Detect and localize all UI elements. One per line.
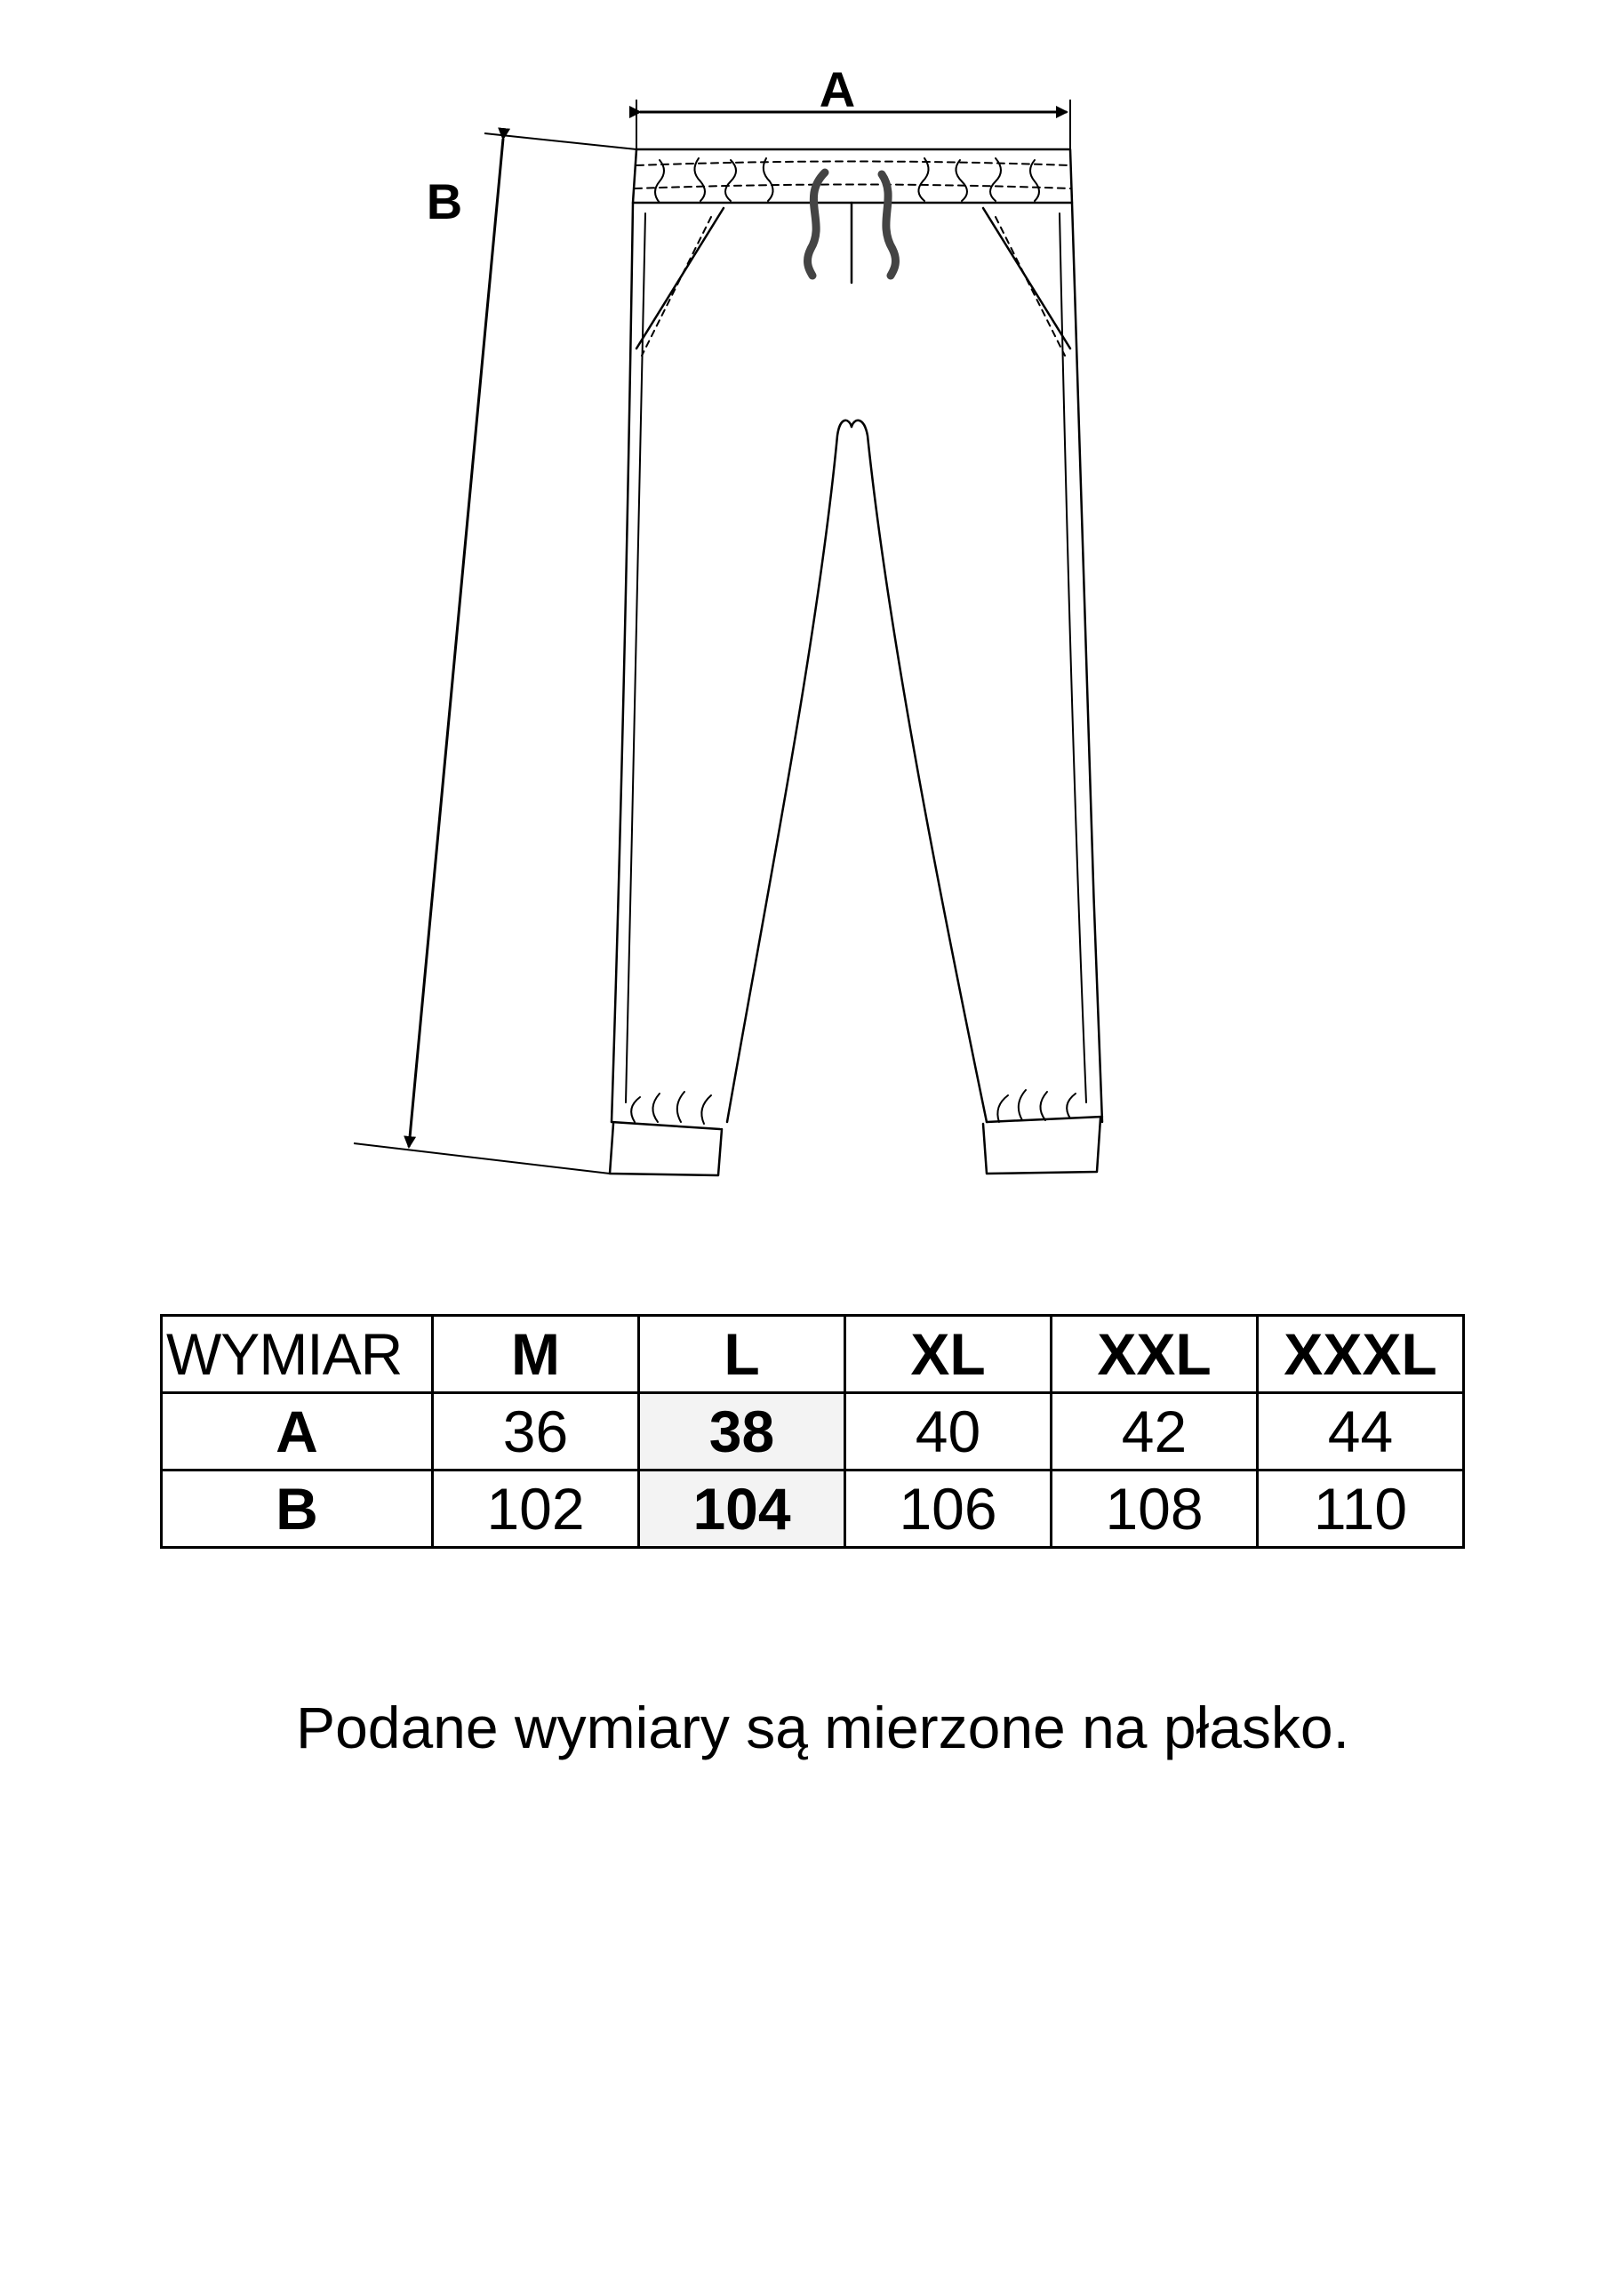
dimension-b-label: B [426,173,463,229]
table-cell: 42 [1052,1393,1258,1471]
table-cell-highlighted: 104 [639,1471,845,1548]
table-cell: 108 [1052,1471,1258,1548]
table-header-row [162,1316,1464,1393]
table-row [162,1393,1464,1471]
table-cell: 106 [845,1471,1052,1548]
row-label-a: A [162,1393,433,1471]
table-cell: 40 [845,1393,1052,1471]
table-cell-highlighted: 38 [639,1393,845,1471]
header-label: WYMIAR [162,1316,433,1393]
size-xl: XL [845,1316,1052,1393]
row-label-b: B [162,1471,433,1548]
size-xxxl: XXXL [1258,1316,1464,1393]
size-m: M [433,1316,639,1393]
trousers-outline [610,149,1102,1175]
dimension-a [636,61,1070,149]
footnote: Podane wymiary są mierzone na płasko. [296,1695,1349,1760]
table-cell: 102 [433,1471,639,1548]
dimension-a-label: A [819,61,856,117]
size-l: L [639,1316,845,1393]
table-cell: 110 [1258,1471,1464,1548]
size-xxl: XXL [1052,1316,1258,1393]
table-row [162,1471,1464,1548]
size-table [160,1314,1465,1549]
table-cell: 44 [1258,1393,1464,1471]
table-cell: 36 [433,1393,639,1471]
dimension-b [354,133,636,1174]
